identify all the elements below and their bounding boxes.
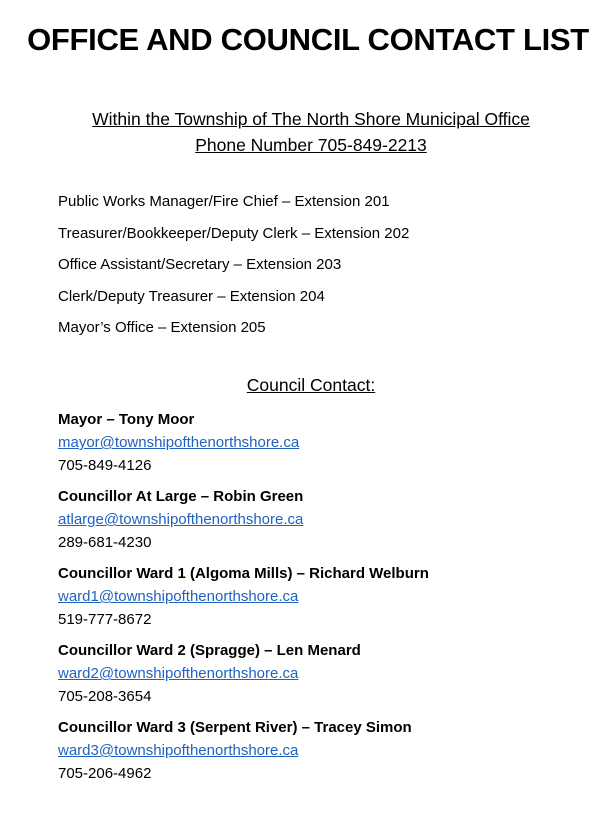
council-contact [58,639,361,708]
council-contact-heading: Council Contact: [246,375,376,395]
extension-item: Office Assistant/Secretary – Extension 203 [58,256,342,273]
council-contact [58,716,412,785]
extension-item: Public Works Manager/Fire Chief – Extension 201 [58,193,390,210]
contact-email-link[interactable]: atlarge@townshipofthenorthshore.ca [58,511,304,528]
extension-item: Treasurer/Bookkeeper/Deputy Clerk – Extension 202 [58,225,410,242]
contact-phone: 289-681-4230 [58,534,152,551]
extension-item: Clerk/Deputy Treasurer – Extension 204 [58,288,325,305]
contact-phone: 705-208-3654 [58,688,152,705]
council-contact [58,562,429,631]
council-contact [58,408,299,477]
contact-name: Councillor At Large – Robin Green [58,488,304,505]
contact-phone: 705-849-4126 [58,457,152,474]
contact-email-link[interactable]: ward3@townshipofthenorthshore.ca [58,742,299,759]
contact-email-link[interactable]: ward2@townshipofthenorthshore.ca [58,665,299,682]
contact-phone: 705-206-4962 [58,765,152,782]
contact-name: Councillor Ward 2 (Spragge) – Len Menard [58,642,361,659]
office-phone-number: Phone Number 705-849-2213 [195,135,427,155]
contact-name: Mayor – Tony Moor [58,411,195,428]
contact-email-link[interactable]: mayor@townshipofthenorthshore.ca [58,434,300,451]
page-title: OFFICE AND COUNCIL CONTACT LIST [27,22,589,57]
contact-name: Councillor Ward 1 (Algoma Mills) – Richard Welburn [58,565,429,582]
contact-name: Councillor Ward 3 (Serpent River) – Tracey Simon [58,719,412,736]
office-subtitle: Within the Township of The North Shore Municipal Office [92,109,530,129]
contact-email-link[interactable]: ward1@townshipofthenorthshore.ca [58,588,299,605]
extension-item: Mayor’s Office – Extension 205 [58,319,266,336]
contact-phone: 519-777-8672 [58,611,152,628]
council-contact [58,485,303,554]
